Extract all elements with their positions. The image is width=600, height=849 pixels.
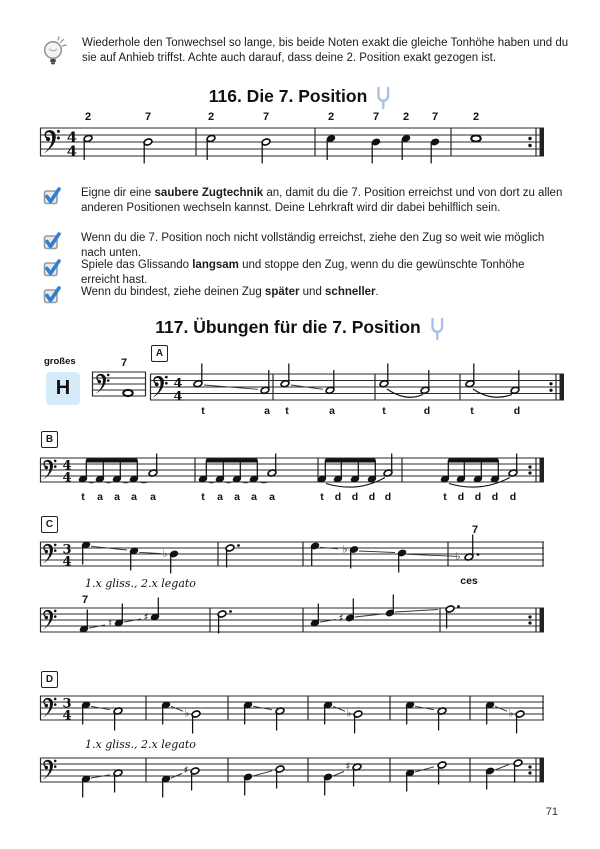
svg-text:2: 2 bbox=[84, 111, 92, 123]
staff-lines bbox=[40, 758, 544, 782]
text-segment-bold: langsam bbox=[192, 259, 239, 271]
gliss-legato-instruction: 1.x gliss., 2.x legato bbox=[85, 738, 196, 751]
whole-note bbox=[123, 390, 132, 396]
checklist-item bbox=[43, 285, 565, 305]
tuning-fork-icon bbox=[430, 317, 445, 341]
svg-text:a: a bbox=[264, 405, 270, 417]
staff-c-line2 bbox=[38, 592, 568, 654]
svg-text:a: a bbox=[114, 491, 120, 503]
svg-text:t: t bbox=[320, 491, 324, 503]
text-segment: Spiele das Glissando bbox=[81, 259, 193, 271]
svg-text:7: 7 bbox=[372, 111, 380, 123]
position-number: 7 bbox=[120, 357, 128, 369]
sharp-icon: ♯ bbox=[345, 760, 351, 773]
svg-text:4: 4 bbox=[62, 458, 72, 474]
measure bbox=[79, 598, 210, 633]
svg-text:d: d bbox=[509, 491, 517, 503]
flat-icon: ♭ bbox=[455, 550, 461, 563]
time-signature bbox=[67, 129, 77, 161]
text-segment-bold: später bbox=[264, 286, 300, 298]
sharp-icon: ♯ bbox=[183, 764, 189, 777]
svg-text:d: d bbox=[351, 491, 359, 503]
checkbox-checked-icon bbox=[43, 285, 63, 305]
flat-icon: ♭ bbox=[342, 543, 348, 556]
svg-text:3: 3 bbox=[62, 696, 72, 712]
text-segment-bold: saubere Zugtechnik bbox=[154, 187, 264, 199]
note-name-label: ces bbox=[460, 575, 478, 587]
position-number: 7 bbox=[81, 594, 89, 606]
svg-text:a: a bbox=[234, 491, 240, 503]
measure bbox=[280, 364, 375, 400]
exercise-116-title: 116. Die 7. Position bbox=[208, 86, 368, 106]
svg-text:a: a bbox=[131, 491, 137, 503]
time-signature bbox=[62, 459, 71, 486]
sharp-icon: ♯ bbox=[143, 611, 149, 624]
svg-text:2: 2 bbox=[207, 111, 215, 123]
svg-text:2: 2 bbox=[472, 111, 480, 123]
position-numbers bbox=[85, 111, 479, 123]
sharp-icon: ♯ bbox=[338, 612, 344, 625]
measure bbox=[485, 759, 523, 789]
section-label-a: A bbox=[151, 345, 168, 362]
svg-text:d: d bbox=[513, 405, 521, 417]
svg-text:a: a bbox=[329, 405, 335, 417]
flat-icon: ♭ bbox=[162, 548, 168, 560]
svg-text:7: 7 bbox=[144, 111, 152, 123]
text-segment: . bbox=[375, 286, 379, 298]
text-segment: Wenn du bindest, ziehe deinen Zug bbox=[81, 286, 265, 298]
measure bbox=[206, 128, 315, 163]
checklist-item-text bbox=[81, 258, 565, 287]
svg-text:7: 7 bbox=[262, 111, 270, 123]
text-segment: und stoppe den Zug, wenn du die gewünschte Tonhöhe erreicht hast. bbox=[81, 259, 525, 286]
exercise-116-staff bbox=[38, 106, 568, 172]
tip-row bbox=[42, 36, 570, 68]
staff-lines bbox=[40, 608, 544, 632]
reference-note-staff bbox=[86, 356, 152, 408]
svg-text:d: d bbox=[457, 491, 465, 503]
measure bbox=[81, 541, 218, 573]
flat-icon: ♭ bbox=[346, 707, 352, 720]
svg-text:t: t bbox=[81, 491, 85, 503]
section-label-b: B bbox=[41, 431, 58, 448]
text-segment: an, damit du die 7. Position erreichst und von dort zu allen anderen Positionen wechseln kannst. Deine Lehrkraft wird dir dabei behilflich sein. bbox=[81, 187, 563, 214]
svg-text:d: d bbox=[334, 491, 342, 503]
svg-text:a: a bbox=[150, 491, 156, 503]
position-number: 7 bbox=[471, 524, 479, 536]
flat-icon: ♭ bbox=[508, 707, 514, 720]
svg-text:d: d bbox=[368, 491, 376, 503]
checkbox-checked-icon bbox=[43, 231, 63, 251]
page-number: 71 bbox=[545, 806, 558, 818]
text-segment: Eigne dir eine bbox=[81, 187, 155, 199]
lightbulb-icon bbox=[42, 36, 68, 68]
staff-a bbox=[148, 356, 570, 420]
tip-text: Wiederhole den Tonwechsel so lange, bis beide Noten exakt die gleiche Tonhöhe haben und du sie auf Anhieb triffst. Achte auch darauf, dass deine 2. Position exakt gezogen ist. bbox=[82, 37, 569, 64]
checklist-item bbox=[43, 186, 565, 215]
svg-text:d: d bbox=[384, 491, 392, 503]
time-signature bbox=[62, 697, 71, 724]
staff-b bbox=[38, 450, 568, 510]
svg-text:d: d bbox=[474, 491, 482, 503]
svg-text:a: a bbox=[97, 491, 103, 503]
checklist-item bbox=[43, 231, 565, 260]
svg-text:t: t bbox=[201, 491, 205, 503]
measure bbox=[471, 135, 480, 141]
flat-icon: ♭ bbox=[184, 707, 190, 720]
svg-text:t: t bbox=[443, 491, 447, 503]
svg-text:2: 2 bbox=[402, 111, 410, 123]
gliss-legato-instruction: 1.x gliss., 2.x legato bbox=[85, 577, 196, 590]
measure bbox=[81, 696, 146, 730]
measure bbox=[243, 696, 308, 730]
measure bbox=[310, 542, 457, 572]
measure bbox=[83, 128, 196, 163]
measure bbox=[456, 524, 543, 587]
time-signature bbox=[62, 543, 71, 570]
text-segment-bold: schneller bbox=[325, 286, 376, 298]
measure bbox=[379, 364, 460, 400]
checklist-item-text bbox=[81, 186, 565, 215]
section-label-c: C bbox=[41, 516, 58, 533]
svg-text:t: t bbox=[382, 405, 386, 417]
svg-text:4: 4 bbox=[173, 376, 183, 392]
checkbox-checked-icon bbox=[43, 258, 63, 278]
measure bbox=[326, 128, 451, 163]
svg-text:4: 4 bbox=[62, 708, 72, 724]
staff-d-line2 bbox=[38, 752, 568, 810]
svg-text:a: a bbox=[217, 491, 223, 503]
note-name-box: H bbox=[46, 372, 80, 405]
svg-text:t: t bbox=[201, 405, 205, 417]
svg-text:d: d bbox=[491, 491, 499, 503]
svg-text:2: 2 bbox=[327, 111, 335, 123]
exercise-117-title-row bbox=[0, 317, 600, 341]
measure bbox=[405, 758, 470, 791]
measure bbox=[193, 364, 273, 400]
checklist-item-text bbox=[81, 285, 565, 305]
svg-text:7: 7 bbox=[431, 111, 439, 123]
exercise-117-title: 117. Übungen für die 7. Position bbox=[155, 317, 421, 337]
checklist-item-text bbox=[81, 231, 565, 260]
staff-c-line1 bbox=[38, 520, 568, 600]
svg-text:4: 4 bbox=[62, 554, 72, 570]
natural-icon: ♮ bbox=[108, 617, 112, 630]
section-label-d: D bbox=[41, 671, 58, 688]
staff-lines bbox=[40, 128, 544, 156]
measure bbox=[405, 696, 470, 730]
svg-text:4: 4 bbox=[173, 389, 183, 405]
checklist-item bbox=[43, 258, 565, 287]
articulation-syllables bbox=[81, 491, 516, 503]
svg-text:t: t bbox=[470, 405, 474, 417]
staff-lines bbox=[40, 696, 544, 720]
time-signature bbox=[173, 377, 182, 405]
svg-text:4: 4 bbox=[66, 142, 78, 161]
text-segment: und bbox=[299, 286, 326, 298]
note-name-qualifier: großes bbox=[44, 356, 76, 367]
articulation-syllables bbox=[201, 405, 520, 417]
svg-text:d: d bbox=[423, 405, 431, 417]
svg-text:4: 4 bbox=[66, 128, 78, 147]
svg-text:t: t bbox=[285, 405, 289, 417]
staff-d-line1 bbox=[38, 688, 568, 754]
staff-lines bbox=[150, 374, 564, 400]
svg-text:4: 4 bbox=[62, 470, 72, 486]
svg-text:3: 3 bbox=[62, 542, 72, 558]
text-segment: Wenn du die 7. Position noch nicht vollständig erreichst, ziehe den Zug so weit wie möglich nach unten. bbox=[81, 232, 545, 259]
svg-text:a: a bbox=[251, 491, 257, 503]
checkbox-checked-icon bbox=[43, 186, 63, 206]
svg-text:a: a bbox=[269, 491, 275, 503]
